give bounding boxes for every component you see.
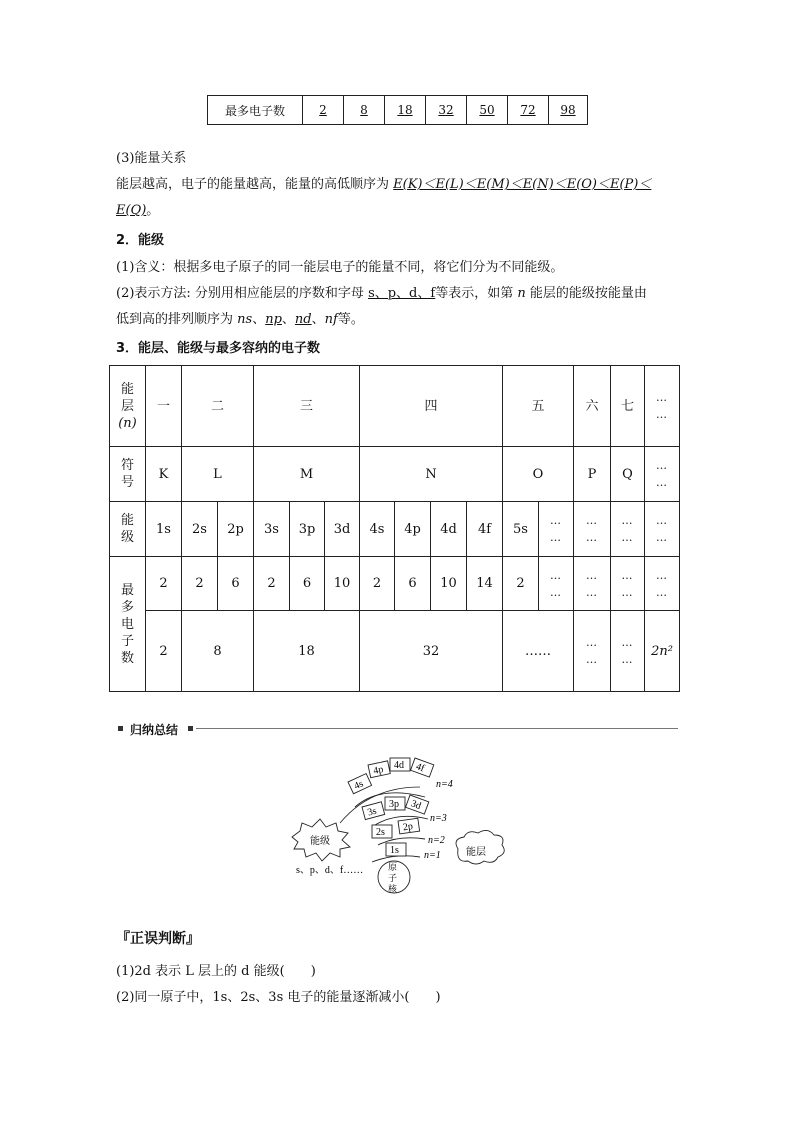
table-cell: 3d	[325, 502, 360, 557]
table-cell-dots: … …	[611, 557, 645, 611]
table-cell: M	[254, 447, 360, 502]
table-cell: L	[182, 447, 254, 502]
row-label-symbol: 符 号	[110, 447, 146, 502]
table-cell-dots: … …	[574, 611, 611, 692]
table-cell: 三	[254, 366, 360, 447]
table-cell: 4s	[360, 502, 395, 557]
shell-subshell-table	[109, 365, 680, 692]
question-2: (2)同一原子中，1s、2s、3s 电子的能量逐渐减小( )	[116, 990, 441, 1005]
table-cell: 6	[395, 557, 431, 611]
judge-title: 『正误判断』	[116, 931, 200, 947]
table-cell: 七	[611, 366, 645, 447]
sublevel-box-2s	[372, 825, 392, 838]
table-cell: 98	[549, 96, 588, 125]
table-cell: N	[360, 447, 503, 502]
level-meaning: (1)含义：根据多电子原子的同一能层电子的能量不同，将它们分为不同能级。	[116, 260, 564, 275]
n4-label: n=4	[436, 779, 453, 790]
nucleus-label-3: 核	[388, 885, 398, 895]
table-cell: 6	[290, 557, 325, 611]
table-cell: 2	[360, 557, 395, 611]
table-cell-dots: … …	[574, 502, 611, 557]
table-cell: 6	[218, 557, 254, 611]
svg-text:3s: 3s	[366, 805, 378, 819]
divider	[196, 728, 678, 729]
table-cell: 2p	[218, 502, 254, 557]
table-cell: 四	[360, 366, 503, 447]
table-cell: 1s	[146, 502, 182, 557]
sublevel-box-3p	[385, 797, 405, 810]
table-cell: 72	[508, 96, 549, 125]
table-cell: 五	[503, 366, 574, 447]
table-row	[110, 611, 680, 692]
table-row	[110, 366, 680, 447]
table-row	[110, 502, 680, 557]
svg-text:4s: 4s	[352, 778, 366, 793]
table-cell: 二	[182, 366, 254, 447]
svg-text:3p: 3p	[389, 799, 399, 810]
row-label-subshell: 能 级	[110, 502, 146, 557]
table-cell-label: 最多电子数	[208, 96, 303, 125]
sublevel-box-4d	[390, 758, 410, 771]
table-cell: O	[503, 447, 574, 502]
row-label-shell: 能 层 (n)	[110, 366, 146, 447]
table-cell-dots: … …	[645, 366, 680, 447]
table-cell: Q	[611, 447, 645, 502]
level-notation-line1: (2)表示方法: 分别用相应能层的序数和字母 s、p、d、f等表示，如第 n 能层的能级按能量由	[116, 286, 647, 301]
table-cell-dots: … …	[645, 502, 680, 557]
table-cell-dots: … …	[645, 447, 680, 502]
table-cell: 2	[503, 557, 539, 611]
table-cell-dots: … …	[611, 611, 645, 692]
table-cell-formula: 2n²	[645, 611, 680, 692]
question-1: (1)2d 表示 L 层上的 d 能级( )	[116, 964, 316, 979]
sublevel-box-3d	[406, 795, 429, 814]
bullet-square-icon	[188, 726, 193, 731]
cloud-label: 能层	[466, 847, 486, 858]
table-cell: 10	[325, 557, 360, 611]
burst-label: 能级	[310, 836, 330, 847]
svg-text:2p: 2p	[402, 821, 414, 834]
table-cell-dots: … …	[574, 557, 611, 611]
sublevel-box-4f	[411, 758, 434, 777]
sublevel-box-4p	[368, 761, 390, 778]
sublevel-box-1s	[386, 843, 406, 856]
section-level-title: 2．能级	[116, 233, 165, 248]
table-row	[110, 447, 680, 502]
section-table-title: 3．能层、能级与最多容纳的电子数	[116, 341, 321, 356]
max-electrons-table	[207, 95, 588, 125]
table-cell: 2	[254, 557, 290, 611]
table-cell: 3p	[290, 502, 325, 557]
table-cell: 2	[146, 557, 182, 611]
table-cell: 8	[344, 96, 385, 125]
table-cell: 32	[426, 96, 467, 125]
energy-level-diagram	[280, 745, 520, 895]
table-cell: 六	[574, 366, 611, 447]
table-cell-dots: … …	[539, 502, 574, 557]
svg-text:4p: 4p	[372, 764, 385, 777]
burst-sublabel: s、p、d、f……	[296, 865, 364, 876]
nucleus-label-2: 子	[388, 874, 398, 884]
nucleus-label-1: 原	[388, 863, 398, 873]
table-row	[110, 557, 680, 611]
table-cell: 5s	[503, 502, 539, 557]
table-cell: 2	[146, 611, 182, 692]
table-cell: 8	[182, 611, 254, 692]
n2-label: n=2	[428, 835, 445, 846]
table-cell: P	[574, 447, 611, 502]
table-cell: 一	[146, 366, 182, 447]
svg-text:1s: 1s	[390, 845, 399, 856]
level-notation-line2: 低到高的排列顺序为 ns、np、nd、nf等。	[116, 312, 364, 327]
svg-text:4f: 4f	[414, 761, 426, 775]
table-cell: 50	[467, 96, 508, 125]
table-cell: 3s	[254, 502, 290, 557]
table-cell-dots: … …	[645, 557, 680, 611]
table-cell: 2	[182, 557, 218, 611]
svg-text:4d: 4d	[394, 760, 404, 771]
sublevel-box-2p	[398, 818, 420, 834]
n3-label: n=3	[430, 813, 447, 824]
table-cell: 2s	[182, 502, 218, 557]
table-cell: 10	[431, 557, 467, 611]
table-cell: 4p	[395, 502, 431, 557]
table-row	[208, 96, 588, 125]
table-cell: K	[146, 447, 182, 502]
table-cell: ……	[503, 611, 574, 692]
bullet-square-icon	[118, 726, 123, 731]
table-cell: 14	[467, 557, 503, 611]
summary-title: 归纳总结	[130, 723, 179, 737]
section-energy-title: (3)能量关系	[116, 151, 187, 166]
table-cell-dots: … …	[539, 557, 574, 611]
row-label-max-electrons: 最 多 电 子 数	[110, 557, 146, 692]
table-cell: 2	[303, 96, 344, 125]
table-cell: 32	[360, 611, 503, 692]
n1-label: n=1	[424, 850, 441, 861]
table-cell: 18	[385, 96, 426, 125]
svg-text:3d: 3d	[409, 798, 423, 813]
summary-bar	[116, 721, 678, 737]
table-cell: 4d	[431, 502, 467, 557]
svg-text:2s: 2s	[376, 827, 385, 838]
table-cell: 18	[254, 611, 360, 692]
sublevel-box-4s	[348, 774, 372, 794]
table-cell: 4f	[467, 502, 503, 557]
energy-order-line1: 能层越高，电子的能量越高，能量的高低顺序为 E(K)＜E(L)＜E(M)＜E(N)＜E(O)＜E(P)＜	[116, 177, 652, 192]
sublevel-box-3s	[362, 802, 385, 820]
energy-order-line2: E(Q)。	[116, 203, 160, 218]
table-cell-dots: … …	[611, 502, 645, 557]
